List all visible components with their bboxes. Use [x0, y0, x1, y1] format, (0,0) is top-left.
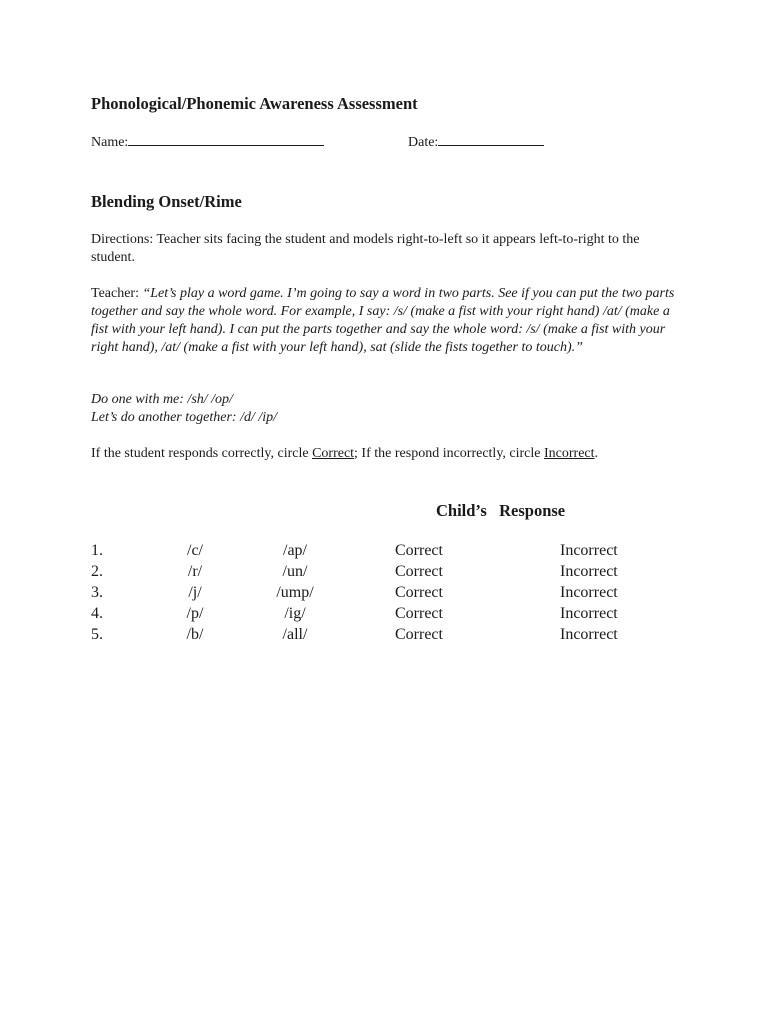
item-rime: /all/	[282, 626, 308, 643]
section-title: Blending Onset/Rime	[91, 192, 242, 211]
incorrect-option[interactable]: Incorrect	[560, 626, 618, 643]
correct-option[interactable]: Correct	[395, 605, 443, 622]
item-number: 1.	[91, 542, 103, 559]
practice-prompt-1: Do one with me: /sh/ /op/	[91, 392, 233, 407]
item-number: 5.	[91, 626, 103, 643]
item-onset: /b/	[186, 626, 204, 643]
correct-option[interactable]: Correct	[395, 584, 443, 601]
instr-text-1: If the student responds correctly, circle	[91, 446, 313, 461]
item-row	[0, 563, 770, 584]
item-row	[0, 626, 770, 647]
instr-text-3: .	[594, 446, 599, 461]
item-number: 3.	[91, 584, 103, 601]
item-row	[0, 605, 770, 626]
item-rime: /un/	[282, 563, 308, 580]
item-number: 4.	[91, 605, 103, 622]
directions-text: Directions: Teacher sits facing the student and models right-to-left so it appears left-to-right to the student.	[91, 232, 640, 265]
name-blank-line[interactable]	[128, 131, 324, 146]
correct-option[interactable]: Correct	[395, 542, 443, 559]
document-title: Phonological/Phonemic Awareness Assessment	[91, 94, 418, 113]
item-onset: /r/	[187, 563, 203, 580]
item-rime: /ap/	[283, 542, 307, 559]
name-label: Name:	[91, 135, 129, 150]
incorrect-option[interactable]: Incorrect	[560, 563, 618, 580]
date-blank-line[interactable]	[438, 131, 544, 146]
instr-correct-word: Correct	[312, 446, 355, 461]
date-field	[408, 131, 544, 151]
incorrect-option[interactable]: Incorrect	[560, 542, 618, 559]
teacher-script	[91, 285, 676, 357]
practice-prompts	[91, 391, 676, 427]
item-rime: /ig/	[284, 605, 306, 622]
teacher-label: Teacher:	[91, 286, 143, 301]
item-rime: /ump/	[276, 584, 314, 601]
name-field	[91, 131, 324, 151]
incorrect-option[interactable]: Incorrect	[560, 584, 618, 601]
item-onset: /c/	[187, 542, 203, 559]
item-number: 2.	[91, 563, 103, 580]
incorrect-option[interactable]: Incorrect	[560, 605, 618, 622]
assessment-items	[0, 542, 770, 647]
practice-prompt-2: Let’s do another together: /d/ /ip/	[91, 410, 278, 425]
date-label: Date:	[408, 135, 439, 150]
scoring-instructions	[91, 445, 676, 463]
correct-option[interactable]: Correct	[395, 563, 443, 580]
instr-text-2: ; If the respond incorrectly, circle	[354, 446, 544, 461]
item-row	[0, 542, 770, 563]
item-onset: /p/	[186, 605, 204, 622]
instr-incorrect-word: Incorrect	[544, 446, 595, 461]
teacher-script-text: “Let’s play a word game. I’m going to say a word in two parts. See if you can put the two parts together and say the whole word. For example, I say: /s/ (make a fist with your right hand) /at/ (make a fist with your left hand). I can put the parts together and say the whole word: /s/ (make a fist with your right hand), /at/ (make a fist with your left hand), sat (slide the fists together to touch).”	[91, 286, 675, 355]
item-row	[0, 584, 770, 605]
childs-response-header: Child’s Response	[436, 501, 566, 520]
correct-option[interactable]: Correct	[395, 626, 443, 643]
item-onset: /j/	[188, 584, 202, 601]
